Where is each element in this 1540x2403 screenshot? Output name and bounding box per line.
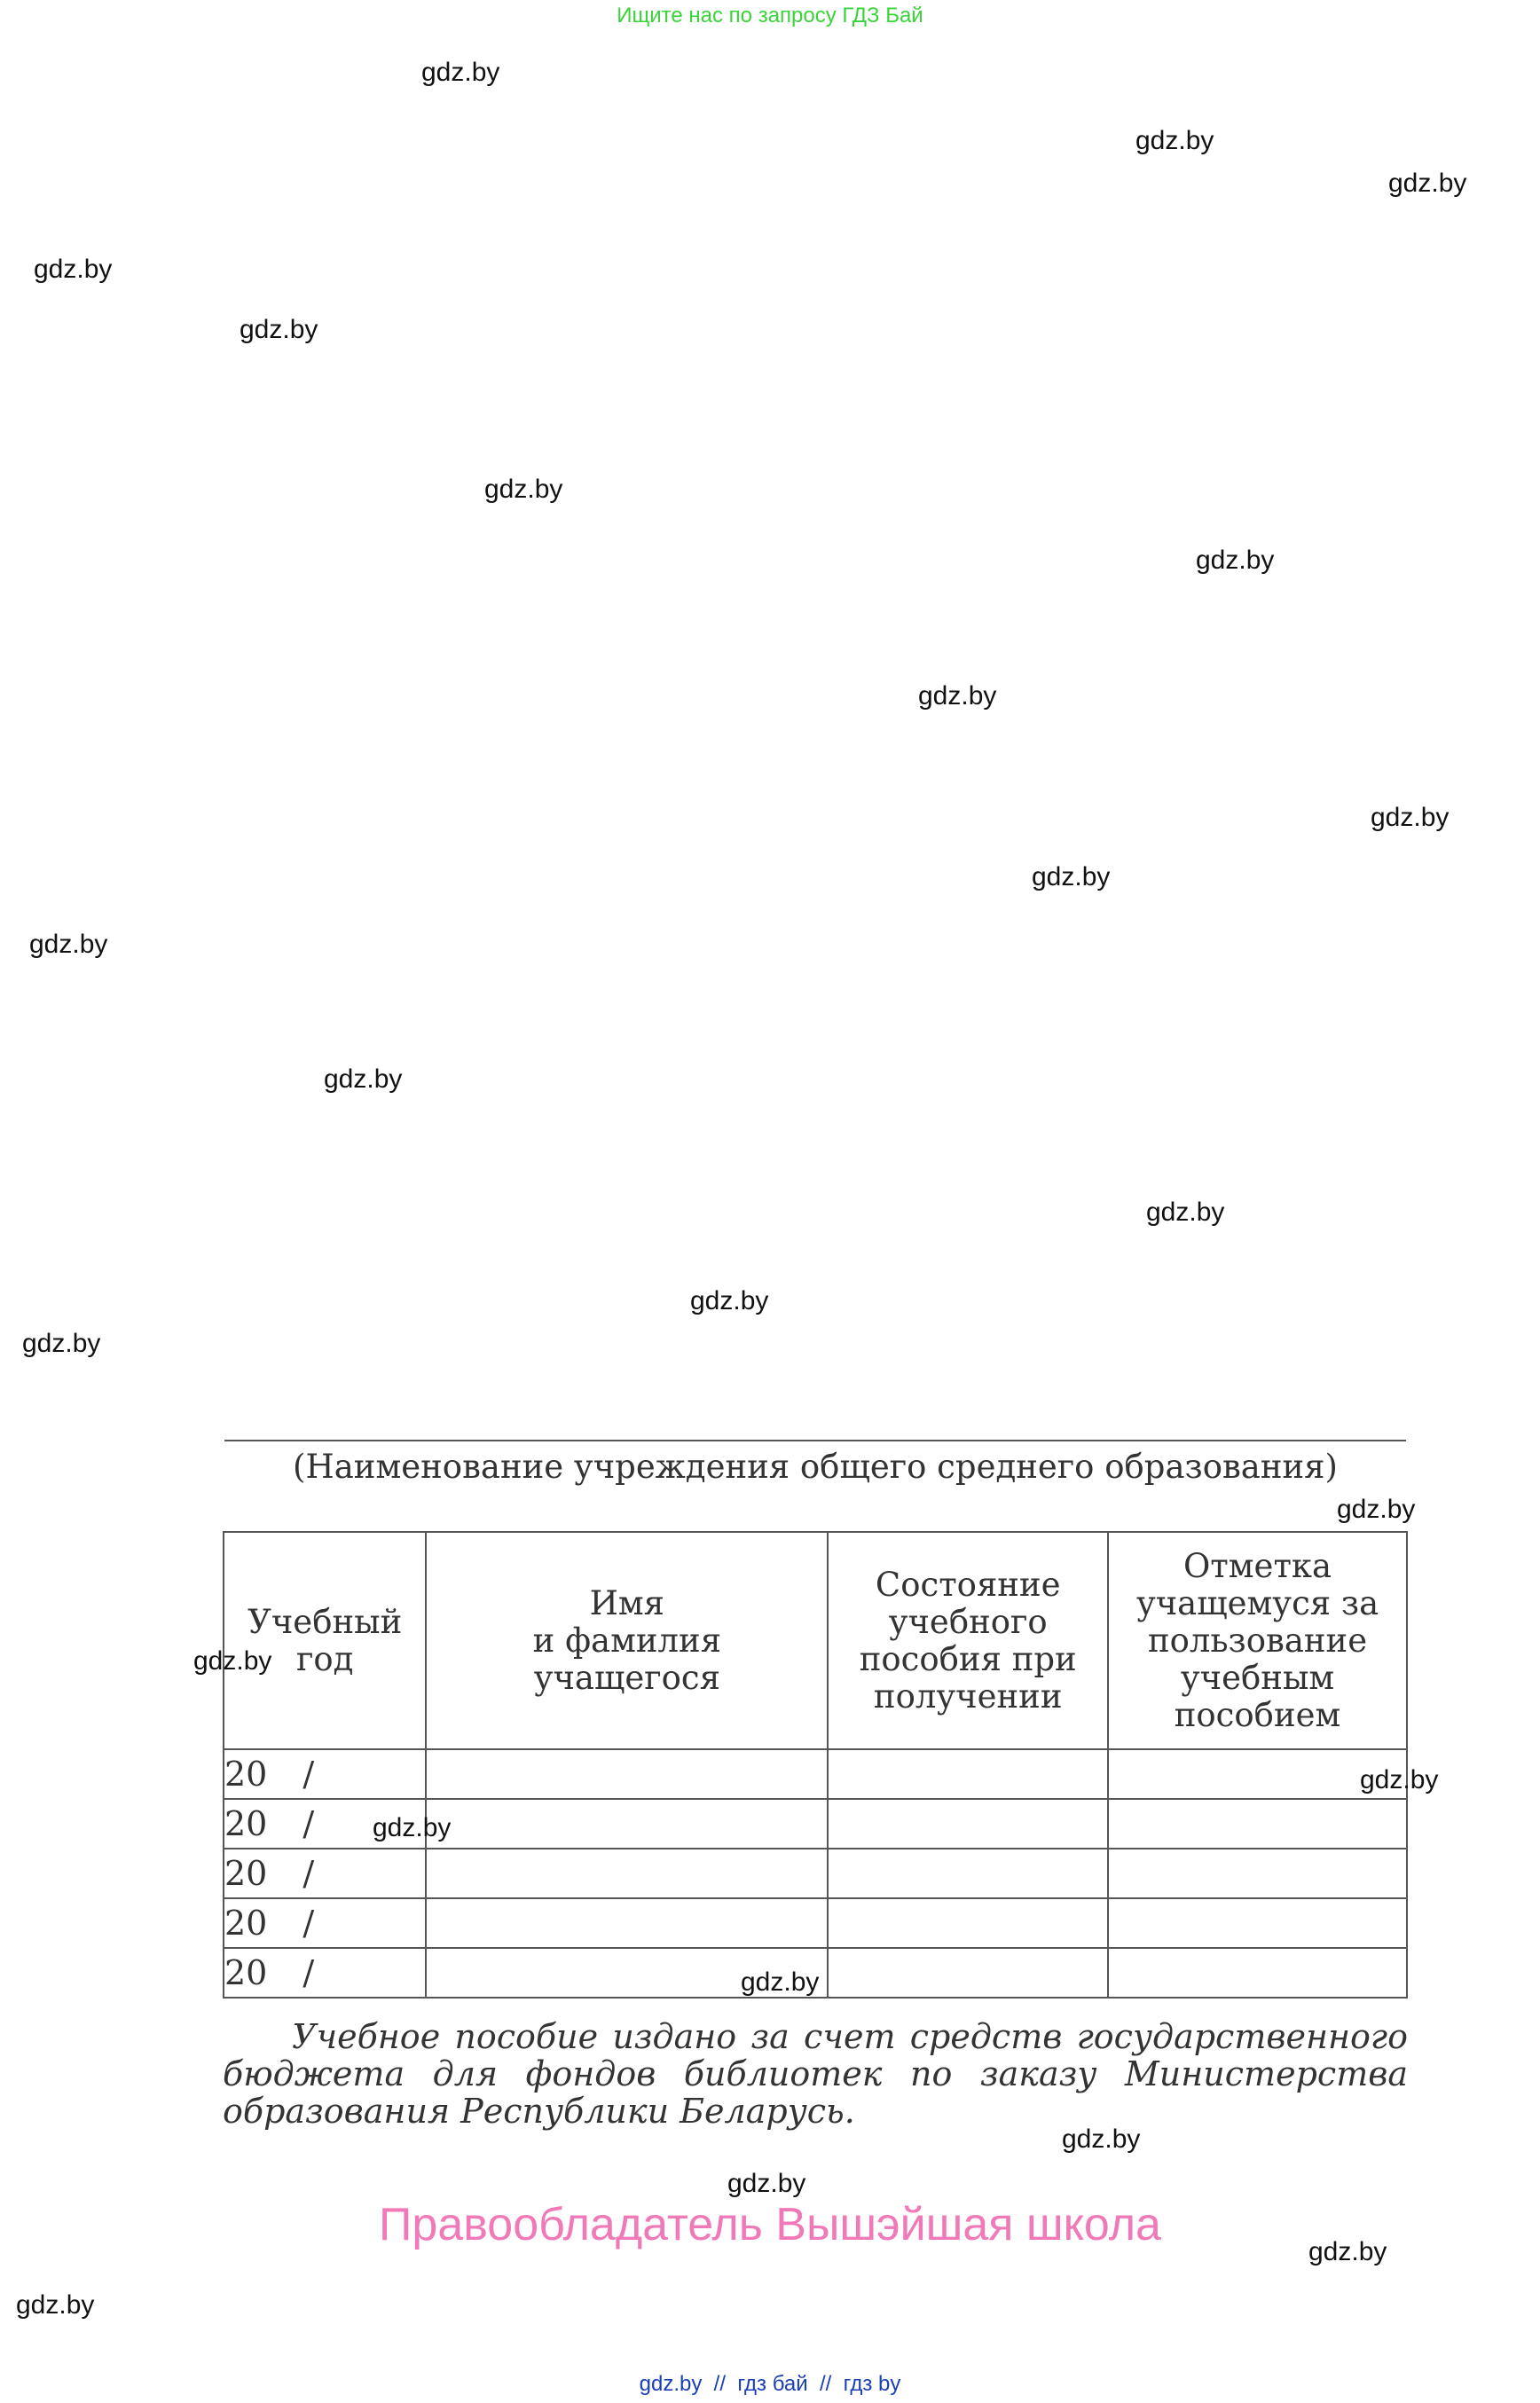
table-row (224, 1898, 1407, 1948)
student-name-cell (426, 1749, 828, 1799)
condition-cell (828, 1799, 1108, 1849)
header-usage-mark: Отметка учащемуся за пользование учебным пособием (1108, 1532, 1407, 1749)
watermark: gdz.by (1146, 1198, 1225, 1227)
watermark: gdz.by (421, 58, 500, 87)
condition-cell (828, 1749, 1108, 1799)
watermark: gdz.by (741, 1967, 820, 1997)
watermark: gdz.by (240, 315, 318, 344)
year-cell (224, 1849, 426, 1898)
mark-cell (1108, 1799, 1407, 1849)
student-name-cell (426, 1898, 828, 1948)
watermark: gdz.by (16, 2290, 95, 2320)
watermark: gdz.by (484, 475, 563, 504)
watermark: gdz.by (1308, 2237, 1387, 2266)
condition-cell (828, 1898, 1108, 1948)
watermark: gdz.by (1388, 169, 1467, 198)
year-prefix: 20 (224, 1953, 268, 1992)
year-slash: / (302, 1804, 315, 1843)
footer-links[interactable]: gdz.by // гдз бай // гдз by (639, 2372, 901, 2396)
year-slash: / (302, 1854, 315, 1893)
condition-cell (828, 1849, 1108, 1898)
watermark: gdz.by (727, 2169, 806, 2198)
header-school-year: Учебный год (224, 1532, 426, 1749)
watermark: gdz.by (690, 1286, 769, 1315)
watermark: gdz.by (29, 930, 108, 959)
mark-cell (1108, 1849, 1407, 1898)
table-row (224, 1749, 1407, 1799)
mark-cell (1108, 1948, 1407, 1998)
header-student-name: Имя и фамилия учащегося (426, 1532, 828, 1749)
institution-name-line (224, 1440, 1406, 1441)
watermark: gdz.by (324, 1064, 403, 1094)
watermark: gdz.by (1196, 546, 1275, 575)
top-banner: Ищите нас по запросу ГДЗ Бай (617, 4, 923, 27)
watermark: gdz.by (373, 1813, 452, 1842)
year-prefix: 20 (224, 1904, 268, 1943)
institution-caption: (Наименование учреждения общего среднего образования) (293, 1448, 1338, 1486)
year-prefix: 20 (224, 1804, 268, 1843)
year-cell (224, 1948, 426, 1998)
watermark: gdz.by (1135, 126, 1214, 155)
watermark: gdz.by (193, 1646, 272, 1676)
year-slash: / (302, 1755, 315, 1794)
mark-cell (1108, 1898, 1407, 1948)
watermark: gdz.by (34, 255, 113, 284)
watermark: gdz.by (1337, 1495, 1416, 1524)
year-prefix: 20 (224, 1755, 268, 1794)
watermark: gdz.by (22, 1329, 101, 1358)
condition-cell (828, 1948, 1108, 1998)
funding-note: Учебное пособие издано за счет средств государственного бюджета для фондов библиотек по заказу Министерства образования Республики Беларусь. (223, 2017, 1408, 2131)
year-slash: / (302, 1904, 315, 1943)
copyright-holder: Правообладатель Вышэйшая школа (379, 2199, 1161, 2250)
watermark: gdz.by (1032, 862, 1111, 891)
year-cell (224, 1898, 426, 1948)
textbook-register-table (223, 1531, 1408, 1999)
year-slash: / (302, 1953, 315, 1992)
student-name-cell (426, 1799, 828, 1849)
student-name-cell (426, 1849, 828, 1898)
watermark: gdz.by (1360, 1765, 1439, 1794)
watermark: gdz.by (918, 681, 997, 711)
header-condition-received: Состояние учебного пособия при получении (828, 1532, 1108, 1749)
watermark: gdz.by (1062, 2124, 1141, 2154)
table-row (224, 1849, 1407, 1898)
watermark: gdz.by (1371, 803, 1450, 832)
year-cell (224, 1749, 426, 1799)
year-prefix: 20 (224, 1854, 268, 1893)
